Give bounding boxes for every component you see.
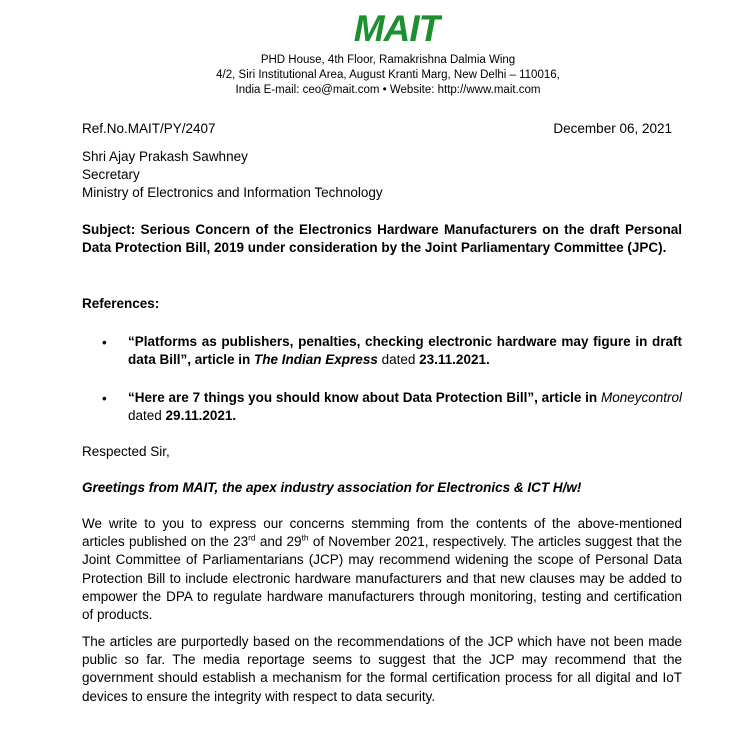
- greeting-line: Greetings from MAIT, the apex industry association for Electronics & ICT H/w!: [82, 480, 582, 495]
- reference-date: 23.11.2021.: [419, 352, 490, 368]
- reference-quote: “Here are 7 things you should know about Data Protection Bill”,: [128, 390, 538, 405]
- reference-item: “Platforms as publishers, penalties, checking electronic hardware may figure in draft data Bill”, article in The Indian Express dated 23.11.2021.: [128, 334, 682, 368]
- recipient-block: [82, 148, 383, 202]
- salutation: Respected Sir,: [82, 444, 170, 459]
- reference-publication: The Indian Express: [254, 352, 378, 368]
- mait-logo: [352, 10, 442, 46]
- subject-line: Subject: Serious Concern of the Electronics Hardware Manufacturers on the draft Personal Data Protection Bill, 2019 under consideration by the Joint Parliamentary Committee (JPC).: [82, 222, 682, 256]
- logo-text: MAIT: [353, 10, 441, 46]
- reference-date: 29.11.2021.: [165, 408, 237, 424]
- recipient-ministry: Ministry of Electronics and Information Technology: [82, 185, 383, 200]
- letterhead-address-line-1: PHD House, 4th Floor, Ramakrishna Dalmia Wing: [260, 54, 516, 66]
- letterhead-address-line-2: 4/2, Siri Institutional Area, August Kranti Marg, New Delhi – 110016,: [216, 69, 560, 81]
- reference-item: “Here are 7 things you should know about Data Protection Bill”, article in Moneycontrol dated 29.11.2021.: [128, 390, 682, 424]
- references-heading: References:: [82, 296, 160, 311]
- bullet-icon: •: [102, 335, 107, 350]
- letterhead-contact-line: India E-mail: ceo@mait.com • Website: http://www.mait.com: [235, 84, 541, 96]
- body-paragraph-1: We write to you to express our concerns stemming from the contents of the above-mentioned articles published on the 23rd and 29th of November 2021, respectively. The articles suggest that the Joint Committee of Parliamentarians (JCP) may recommend widening the scope of Personal Data Protection Bill to include electronic hardware manufacturers and that new clauses may be added to empower the DPA to regulate hardware manufacturers through monitoring, testing and certification of products.: [82, 516, 682, 623]
- body-paragraph-2: The articles are purportedly based on the recommendations of the JCP which have not been made public so far. The media reportage seems to suggest that the JCP may recommend that the government should establish a mechanism for the formal certification process for all digital and IoT devices to ensure the integrity with respect to data security.: [82, 634, 682, 704]
- letter-date: December 06, 2021: [553, 121, 672, 136]
- reference-publication: Moneycontrol: [600, 390, 682, 405]
- recipient-name: Shri Ajay Prakash Sawhney: [82, 149, 248, 164]
- reference-quote: “Platforms as publishers, penalties, checking electronic hardware may figure in draft data Bill”,: [128, 334, 682, 368]
- bullet-icon: •: [102, 391, 107, 406]
- recipient-title: Secretary: [82, 167, 140, 182]
- reference-number: Ref.No.MAIT/PY/2407: [82, 121, 216, 136]
